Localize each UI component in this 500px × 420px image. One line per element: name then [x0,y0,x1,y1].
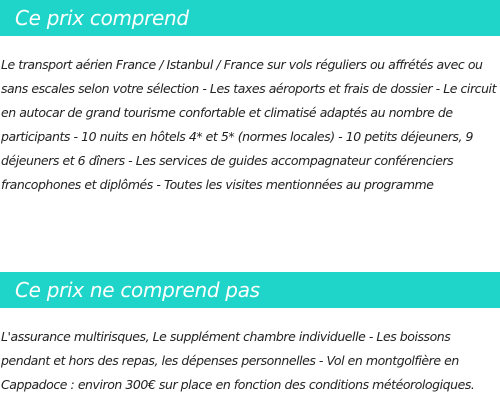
section-text-included: Le transport aérien France / Istanbul / France sur vols réguliers ou affrétés avec ou sans escales selon votre sélection - Les taxes aéroports et frais de dossier - Le circuit en autocar de grand tourisme confortable et climatisé adaptés au nombre de participants - 10 nuits en hôtels 4* et 5* (normes locales) - 10 petits déjeuners, 9 déjeuners et 6 dîners - Les services de guides accompagnateur conférenciers francophones et diplômés - Toutes les visites mentionnées au programme [1,57,497,192]
section-header-included [0,0,500,36]
section-title-included: Ce prix comprend [15,6,189,30]
section-header-not-included [0,272,500,308]
section-title-not-included: Ce prix ne comprend pas [15,278,260,302]
section-text-not-included: L'assurance multirisques, Le supplément chambre individuelle - Les boissons pendant et hors des repas, les dépenses personnelles - Vol en montgolfière en Cappadoce : environ 300€ sur place en fonction des conditions météorologiques. [1,329,475,392]
